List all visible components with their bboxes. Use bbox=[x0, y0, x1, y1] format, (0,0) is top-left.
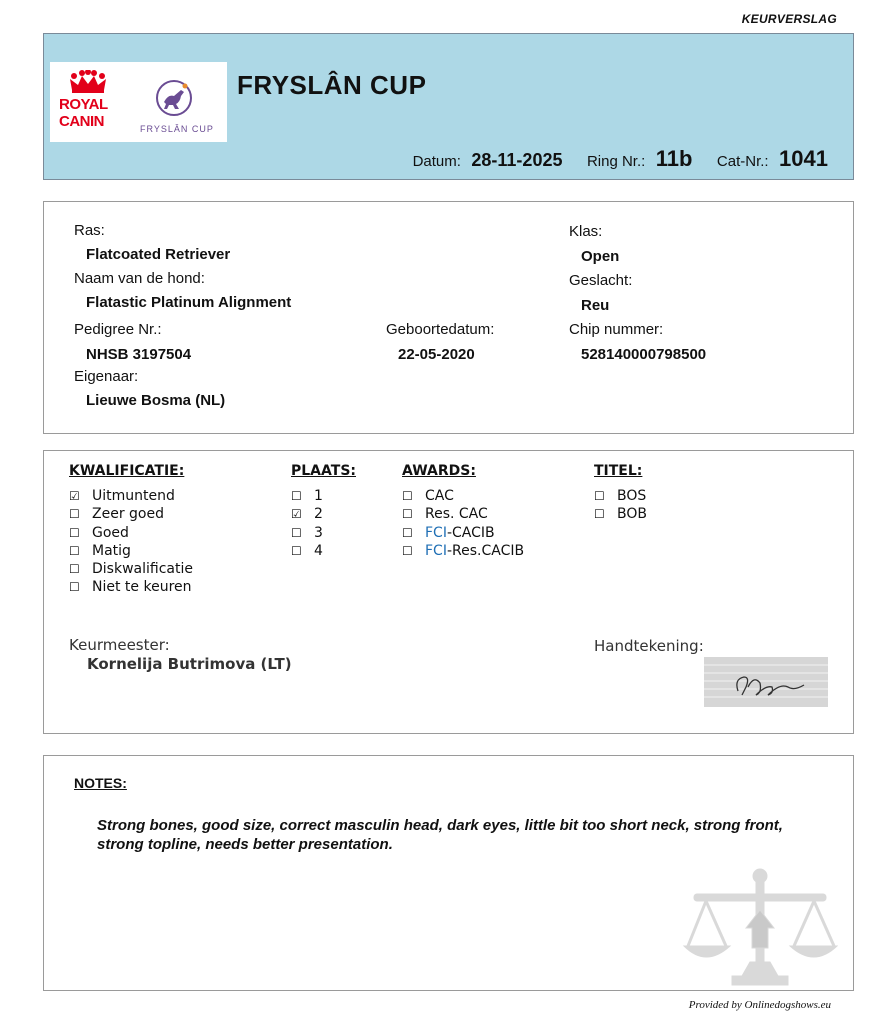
checkbox-label: 1 bbox=[314, 488, 323, 504]
ring-label: Ring Nr.: bbox=[586, 153, 646, 170]
cat-label: Cat-Nr.: bbox=[716, 153, 769, 170]
checkbox-label: 4 bbox=[314, 542, 323, 559]
unchecked-box-icon[interactable]: ☐ bbox=[594, 489, 605, 503]
owner-label: Eigenaar: bbox=[74, 368, 139, 385]
checkbox-item[interactable] bbox=[402, 524, 524, 542]
judging-panel bbox=[43, 450, 854, 734]
unchecked-box-icon[interactable]: ☐ bbox=[291, 543, 302, 558]
unchecked-box-icon[interactable]: ☐ bbox=[402, 507, 413, 522]
judge-label: Keurmeester: bbox=[69, 636, 170, 654]
unchecked-box-icon[interactable]: ☐ bbox=[69, 562, 80, 577]
date-label: Datum: bbox=[412, 153, 461, 170]
signature-label: Handtekening: bbox=[594, 637, 704, 655]
checkbox-label: -CACIB bbox=[446, 524, 495, 541]
checkbox-label: CAC bbox=[425, 488, 454, 504]
birth-label: Geboortedatum: bbox=[386, 321, 495, 338]
checkbox-label: 3 bbox=[314, 524, 323, 541]
unchecked-box-icon[interactable]: ☐ bbox=[291, 489, 302, 503]
breed-value: Flatcoated Retriever bbox=[86, 246, 231, 263]
checkbox-item[interactable] bbox=[69, 560, 193, 578]
qualification-heading: KWALIFICATIE: bbox=[69, 463, 185, 479]
checkbox-item[interactable] bbox=[594, 487, 647, 505]
qualification-list bbox=[69, 487, 193, 597]
unchecked-box-icon[interactable]: ☐ bbox=[69, 507, 80, 522]
checkbox-label: BOS bbox=[617, 488, 647, 504]
checkbox-item[interactable] bbox=[291, 505, 323, 523]
checked-box-icon[interactable]: ☑ bbox=[291, 507, 302, 522]
checkbox-item[interactable] bbox=[402, 505, 524, 523]
awards-list bbox=[402, 487, 524, 560]
event-title: FRYSLÂN CUP bbox=[237, 70, 427, 100]
checkbox-item[interactable] bbox=[291, 487, 323, 505]
logo-word: CANIN bbox=[59, 113, 104, 130]
unchecked-box-icon[interactable]: ☐ bbox=[291, 525, 302, 540]
checkbox-item[interactable] bbox=[402, 487, 524, 505]
checkbox-label: 2 bbox=[314, 506, 323, 523]
place-list bbox=[291, 487, 323, 560]
checkbox-item[interactable] bbox=[69, 524, 193, 542]
unchecked-box-icon[interactable]: ☐ bbox=[402, 525, 413, 540]
chip-value: 528140000798500 bbox=[581, 346, 707, 363]
date-value: 28-11-2025 bbox=[471, 150, 563, 170]
checkbox-label: Zeer goed bbox=[92, 506, 164, 523]
checkbox-item[interactable] bbox=[402, 542, 524, 560]
scales-watermark-icon bbox=[682, 864, 838, 990]
class-label: Klas: bbox=[569, 223, 603, 240]
dog-info-panel bbox=[43, 201, 854, 434]
checkbox-item[interactable] bbox=[69, 505, 193, 523]
title-heading: TITEL: bbox=[594, 463, 643, 479]
dog-name-value: Flatastic Platinum Alignment bbox=[86, 294, 292, 311]
sex-value: Reu bbox=[581, 297, 610, 314]
checkbox-label: Uitmuntend bbox=[92, 488, 175, 504]
unchecked-box-icon[interactable]: ☐ bbox=[69, 543, 80, 558]
unchecked-box-icon[interactable]: ☐ bbox=[69, 580, 80, 595]
ring-value: 11b bbox=[655, 146, 693, 171]
checkbox-item[interactable] bbox=[69, 487, 193, 505]
title-list bbox=[594, 487, 647, 524]
royal-canin-logo bbox=[59, 96, 108, 130]
unchecked-box-icon[interactable]: ☐ bbox=[402, 543, 413, 558]
header-meta bbox=[413, 146, 828, 172]
frysland-cup-dog-icon bbox=[154, 78, 194, 118]
breed-label: Ras: bbox=[74, 222, 105, 239]
judge-name: Kornelija Butrimova (LT) bbox=[87, 655, 292, 673]
logo-panel bbox=[50, 62, 227, 142]
unchecked-box-icon[interactable]: ☐ bbox=[594, 507, 605, 522]
checkbox-item[interactable] bbox=[291, 524, 323, 542]
notes-text: Strong bones, good size, correct masculin head, dark eyes, little bit too short neck, strong front, strong topline, needs better presentation. bbox=[97, 817, 783, 853]
place-heading: PLAATS: bbox=[291, 463, 356, 479]
signature-icon bbox=[704, 657, 828, 707]
birth-value: 22-05-2020 bbox=[398, 346, 475, 363]
checkbox-label: BOB bbox=[617, 506, 647, 523]
doc-type: KEURVERSLAG bbox=[741, 12, 837, 26]
checkbox-label: Res. CAC bbox=[425, 506, 488, 523]
logo-word: ROYAL bbox=[59, 96, 108, 113]
dog-name-label: Naam van de hond: bbox=[74, 270, 205, 287]
footer-credit: Provided by Onlinedogshows.eu bbox=[688, 999, 831, 1011]
notes-heading: NOTES: bbox=[74, 775, 127, 791]
header-banner bbox=[43, 33, 854, 180]
fci-prefix: FCI bbox=[425, 524, 447, 541]
checkbox-label: Goed bbox=[92, 524, 129, 541]
frysland-cup-logo: FRYSLÂN CUP bbox=[140, 124, 214, 134]
unchecked-box-icon[interactable]: ☐ bbox=[402, 489, 413, 503]
checkbox-label: -Res.CACIB bbox=[446, 542, 525, 559]
checkbox-item[interactable] bbox=[291, 542, 323, 560]
checked-box-icon[interactable]: ☑ bbox=[69, 489, 80, 503]
checkbox-item[interactable] bbox=[69, 578, 193, 596]
fci-prefix: FCI bbox=[425, 542, 447, 559]
pedigree-value: NHSB 3197504 bbox=[86, 346, 192, 363]
pedigree-label: Pedigree Nr.: bbox=[74, 321, 162, 338]
unchecked-box-icon[interactable]: ☐ bbox=[69, 525, 80, 540]
class-value: Open bbox=[581, 248, 620, 265]
checkbox-label: Diskwalificatie bbox=[92, 561, 193, 578]
royal-canin-crown-icon bbox=[66, 70, 110, 94]
checkbox-item[interactable] bbox=[594, 505, 647, 523]
checkbox-label: Niet te keuren bbox=[92, 579, 192, 596]
chip-label: Chip nummer: bbox=[569, 321, 664, 338]
notes-panel bbox=[43, 755, 854, 991]
cat-value: 1041 bbox=[779, 146, 828, 171]
checkbox-item[interactable] bbox=[69, 542, 193, 560]
sex-label: Geslacht: bbox=[569, 272, 633, 289]
checkbox-label: Matig bbox=[92, 542, 131, 559]
signature-image bbox=[704, 657, 828, 707]
awards-heading: AWARDS: bbox=[402, 463, 476, 479]
owner-value: Lieuwe Bosma (NL) bbox=[86, 392, 226, 409]
